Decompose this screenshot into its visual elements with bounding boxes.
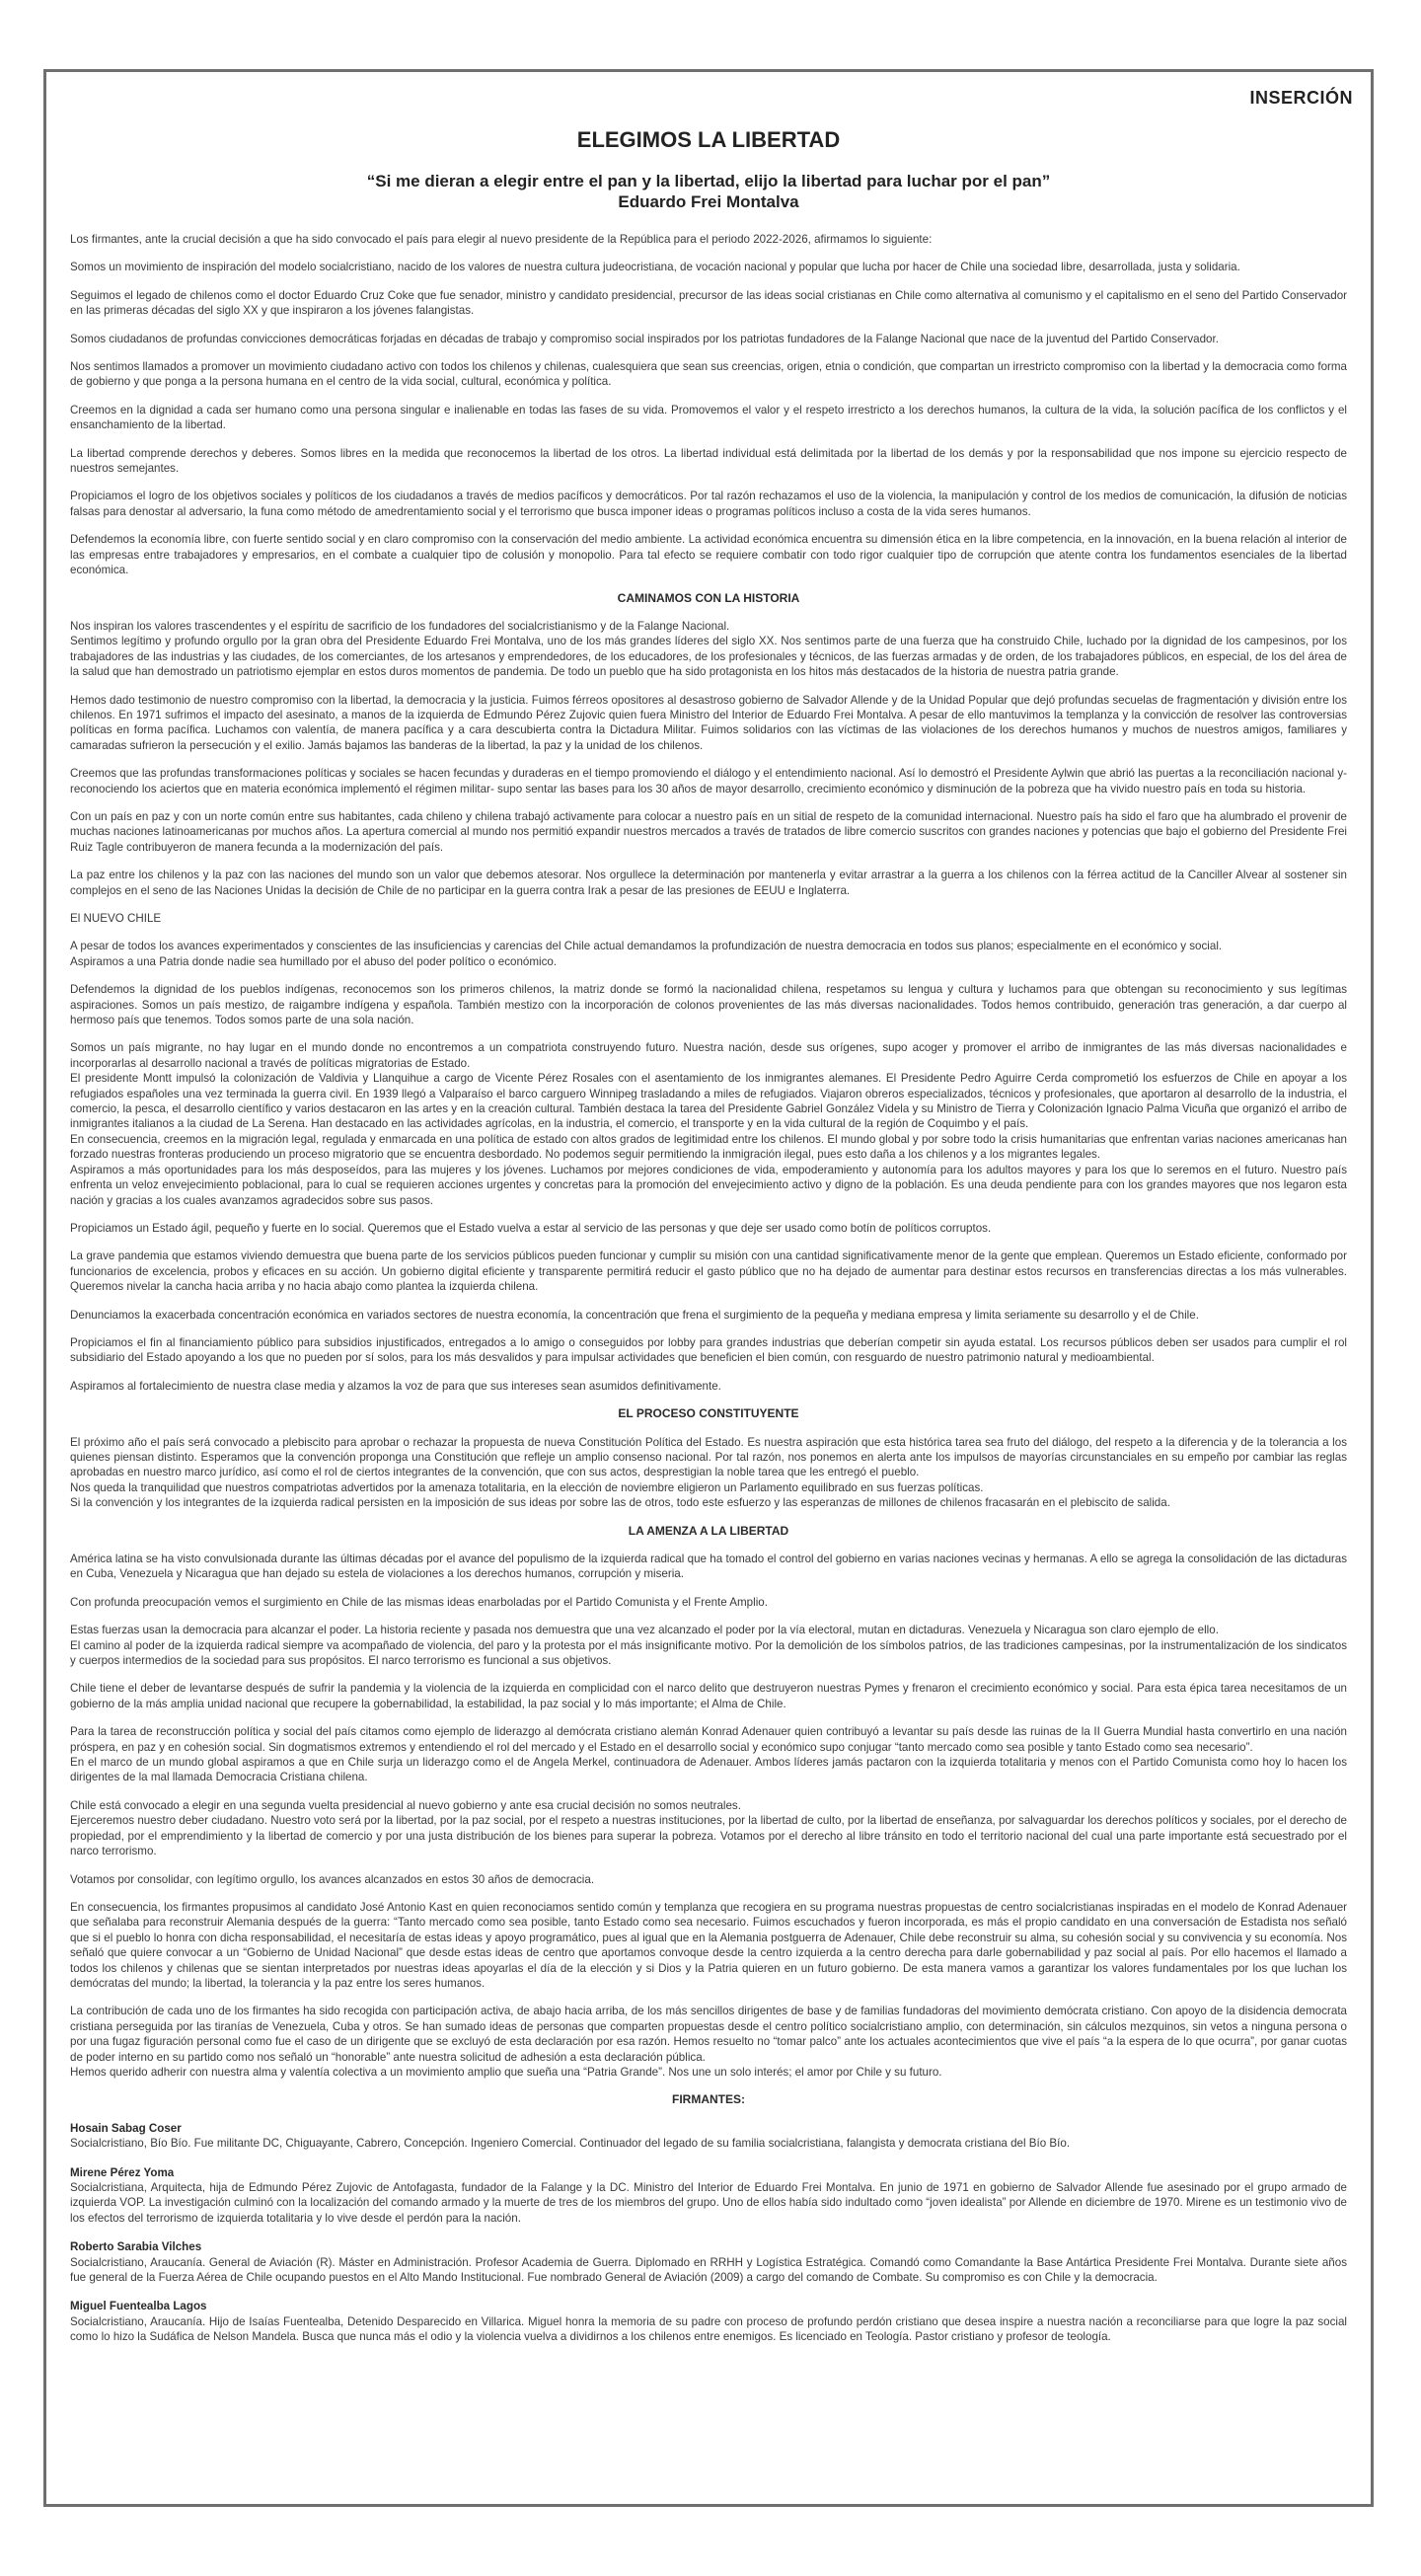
epigraph-quote: “Si me dieran a elegir entre el pan y la libertad, elijo la libertad para luchar por el pan” <box>366 172 1051 190</box>
paragraph: Nos inspiran los valores trascendentes y el espíritu de sacrificio de los fundadores del socialcristianismo y de la Falange Nacional. <box>70 619 730 633</box>
paragraph: Aspiramos a una Patria donde nadie sea humillado por el abuso del poder político o económico. <box>70 954 558 968</box>
paragraph: Propiciamos un Estado ágil, pequeño y fuerte en lo social. Queremos que el Estado vuelva a estar al servicio de las personas y que deje ser usado como botín de políticos corruptos. <box>70 1221 992 1235</box>
paragraph: Votamos por consolidar, con legítimo orgullo, los avances alcanzados en estos 30 años de democracia. <box>70 1872 595 1886</box>
paragraph: Denunciamos la exacerbada concentración económica en variados sectores de nuestra economía, la concentración que frena el surgimiento de la pequeña y mediana empresa y limita seriamente su desarrollo y el de Chile. <box>70 1308 1199 1322</box>
paragraph: Con profunda preocupación vemos el surgimiento en Chile de las mismas ideas enarboladas por el Partido Comunista y el Frente Amplio. <box>70 1595 768 1609</box>
signer-bio: Socialcristiano, Bío Bío. Fue militante DC, Chiguayante, Cabrero, Concepción. Ingeniero Comercial. Continuador del legado de su familia socialcristiana, falangista y democrata cristiana del Bío Bío. <box>70 2137 1071 2151</box>
paragraph: La libertad comprende derechos y deberes. Somos libres en la medida que reconocemos la libertad de los otros. La libertad individual está delimitada por la libertad de los demás y por la responsabilidad que nos impone su ejercicio respecto de nuestros semejantes. <box>70 446 1347 476</box>
section-heading-amenaza: LA AMENZA A LA LIBERTAD <box>628 1523 789 1538</box>
paragraph: Estas fuerzas usan la democracia para alcanzar el poder. La historia reciente y pasada nos demuestra que una vez alcanzado el poder por la vía electoral, mutan en dictaduras. Venezuela y Nicaragua son claro ejemplo de ello. <box>70 1624 1219 1637</box>
page-title: ELEGIMOS LA LIBERTAD <box>576 127 841 152</box>
paragraph: Hemos querido adherir con nuestra alma y valentía colectiva a un movimiento amplio que sueña una “Patria Grande”. Nos une un solo interés; el amor por Chile y su futuro. <box>70 2065 942 2079</box>
signer-bio: Socialcristiana, Arquitecta, hija de Edmundo Pérez Zujovic de Antofagasta, fundador de la Falange y la DC. Ministro del Interior de Eduardo Frei Montalva. En junio de 1971 en gobierno de Salvador Allende fue asesinado por el grupo armado de izquierda VOP. La investigación culminó con la localización del comando armado y la muerte de tres de los miembros del grupo. Uno de ellos había sido indultado como “joven idealista” por Allende en diciembre de 1970. Mirene es un testimonio vivo de los efectos del terrorismo de izquierda totalitaria y lo vive desde el perdón para la nación. <box>70 2181 1347 2225</box>
section-heading-constituyente: EL PROCESO CONSTITUYENTE <box>618 1406 799 1421</box>
paragraph: El presidente Montt impulsó la colonización de Valdivia y Llanquihue a cargo de Vicente Pérez Rosales con el asentamiento de los inmigrantes alemanes. El Presidente Pedro Aguirre Cerda comprometió los esfuerzos de Chile en apoyar a los refugiados españoles una vez terminada la guerra civil. En 1939 llegó a Valparaíso el barco carguero Winnipeg trasladando a miles de refugiados. Viajaron obreros especializados, técnicos y profesionales, que aportaron al desarrollo de la industria, el comercio, la pesca, el desarrollo científico y varios destacaron en las artes y en la creación cultural. También destaca la tarea del Presidente Gabriel González Videla y su Ministro de Tierra y Colonización Ignacio Palma Vicuña que organizó el arribo de inmigrantes italianos a la ciudad de La Serena. Han destacado en las actividades agrícolas, en la industria, el comercio, el transporte y en la vida cultural de la región de Coquimbo y el país. <box>70 1072 1347 1131</box>
signer-name: Hosain Sabag Coser <box>70 2121 182 2135</box>
paragraph: Propiciamos el logro de los objetivos sociales y políticos de los ciudadanos a través de medios pacíficos y democráticos. Por tal razón rechazamos el uso de la violencia, la manipulación y control de los medios de comunicación, la difusión de noticias falsas para denostar al adversario, la funa como método de amedrentamiento social y el terrorismo que busca imponer ideas o programas políticos incluso a costa de la vida seres humanos. <box>70 490 1347 518</box>
signer-name: Miguel Fuentealba Lagos <box>70 2300 207 2313</box>
paragraph: Ejerceremos nuestro deber ciudadano. Nuestro voto será por la libertad, por la paz social, por el respeto a nuestras instituciones, por la libertad de culto, por la libertad de enseñanza, por salvaguardar los derechos políticos y sociales, por el derecho de propiedad, por el emprendimiento y la libertad de comercio y por una justa distribución de los bienes para superar la pobreza. Votamos por el derecho al libre tránsito en todo el territorio nacional del cual una parte importante está secuestrado por el narco terrorismo. <box>70 1814 1347 1858</box>
section-heading-firmantes: FIRMANTES: <box>672 2092 745 2107</box>
paragraph: Defendemos la economía libre, con fuerte sentido social y en claro compromiso con la conservación del medio ambiente. La actividad económica encuentra su dimensión ética en la libre competencia, en la innovación, en la buena relación al interior de las empresas entre trabajadores y empresarios, en el combate a cualquier tipo de colusión y monopolio. Para tal efecto se requiere combatir con todo rigor cualquier tipo de corrupción que atente contra los fundamentos esenciales de la libertad económica. <box>70 533 1347 577</box>
paragraph: Si la convención y los integrantes de la izquierda radical persisten en la imposición de sus ideas por sobre las de otros, todo este esfuerzo y las esperanzas de millones de chilenos fracasarán en el plebiscito de salida. <box>70 1496 1170 1510</box>
signer-name: Roberto Sarabia Vilches <box>70 2240 202 2254</box>
paragraph: Creemos que las profundas transformaciones políticas y sociales se hacen fecundas y duraderas en el tiempo promoviendo el diálogo y el entendimiento nacional. Así lo demostró el Presidente Aylwin que abrió las puertas a la reconciliación nacional y- reconociendo los aciertos que en materia económica implementó el régimen militar- supo sentar las bases para los 30 años de mayor desarrollo, crecimiento económico y disminución de la pobreza que ha vivido nuestro país en toda su historia. <box>70 767 1347 796</box>
paragraph: En consecuencia, creemos en la migración legal, regulada y enmarcada en una política de estado con altos grados de legitimidad entre los chilenos. El mundo global y por sobre todo la crisis humanitarias que enfrentan varias naciones americanas han forzado nuestras fronteras produciendo un proceso migratorio que se encuentra desbordado. No podemos seguir permitiendo la inmigración ilegal, pues esto daña a los chilenos y a los migrantes legales. <box>70 1132 1347 1162</box>
paragraph: Somos un país migrante, no hay lugar en el mundo donde no encontremos a un compatriota construyendo futuro. Nuestra nación, desde sus orígenes, supo acoger y promover el arribo de inmigrantes de las más diversas nacionalidades e incorporarlas al desarrollo nacional a través de políticas migratorias de Estado. <box>70 1041 1347 1070</box>
paragraph: Para la tarea de reconstrucción política y social del país citamos como ejemplo de liderazgo al demócrata cristiano alemán Konrad Adenauer quien contribuyó a levantar su país desde las ruinas de la II Guerra Mundial hasta convertirlo en una nación próspera, en paz y en cohesión social. Sin dogmatismos extremos y entendiendo el rol del mercado y el Estado en el desarrollo social y económico supo conjugar “tanto mercado como sea posible y tanto Estado como sea necesario”. <box>70 1725 1347 1754</box>
signer-bio: Socialcristiano, Araucanía. General de Aviación (R). Máster en Administración. Profesor Academia de Guerra. Diplomado en RRHH y Logística Estratégica. Comandó como Comandante la Base Antártica Presidente Frei Montalva. Durante siete años fue general de la Fuerza Aérea de Chile ocupando puestos en el Alto Mando Institucional. Fue nombrado General de Aviación (2009) a cargo del comando de Combate. Su compromiso es con Chile y la democracia. <box>70 2255 1347 2285</box>
paragraph: Sentimos legítimo y profundo orgullo por la gran obra del Presidente Eduardo Frei Montalva, uno de los más grandes líderes del siglo XX. Nos sentimos parte de una fuerza que ha construido Chile, luchado por la dignidad de los campesinos, por los trabajadores de las industrias y las ciudades, de los comerciantes, de los artesanos y emprendedores, de los educadores, de los profesionales y técnicos, de las fuerzas armadas y de orden, de los trabajadores públicos, en especial, de los del área de la salud que han demostrado un patriotismo ejemplar en estos duros momentos de pandemia. De todo un pueblo que ha sido protagonista en los hitos más destacados de la historia de nuestra patria grande. <box>70 635 1347 679</box>
signer-entry <box>70 2165 1347 2227</box>
paragraph: Chile está convocado a elegir en una segunda vuelta presidencial al nuevo gobierno y ante esa crucial decisión no somos neutrales. <box>70 1798 741 1812</box>
paragraph: Defendemos la dignidad de los pueblos indígenas, reconocemos son los primeros chilenos, la matriz donde se formó la nacionalidad chilena, respetamos su lengua y cultura y luchamos para que obtengan su reconocimiento y sus legítimas aspiraciones. Somos un país mestizo, de raigambre indígena y española. También mestizo con la incorporación de colonos provenientes de las más diversas nacionalidades. Todos hemos contribuido, generación tras generación, a dar cuerpo al hermoso país que tenemos. Todos somos parte de una sola nación. <box>70 983 1347 1027</box>
signer-name: Mirene Pérez Yoma <box>70 2165 175 2179</box>
paragraph: Seguimos el legado de chilenos como el doctor Eduardo Cruz Coke que fue senador, ministro y candidato presidencial, precursor de las ideas social cristianas en Chile como alternativa al comunismo y el capitalismo en el seno del Partido Conservador en las primeras décadas del siglo XX y que inspiraron a los jóvenes falangistas. <box>70 288 1347 318</box>
paragraph: En el marco de un mundo global aspiramos a que en Chile surja un liderazgo como el de Angela Merkel, continuadora de Adenauer. Ambos líderes jamás pactaron con la izquierda totalitaria y menos con el Partido Comunista como hoy lo hacen los dirigentes de la mal llamada Democracia Cristiana chilena. <box>70 1756 1347 1784</box>
signer-entry <box>70 2121 1347 2152</box>
paragraph: Con un país en paz y con un norte común entre sus habitantes, cada chileno y chilena trabajó activamente para colocar a nuestro país en un sitial de respeto de la comunidad internacional. Nuestro país ha sido el faro que ha alumbrado el provenir de muchas naciones latinoamericanas por muchos años. La apertura comercial al mundo nos permitió expandir nuestros mercados a través de tratados de libre comercio suscritos con grandes naciones y potencias que bajo el gobierno del Presidente Frei Ruiz Tagle contribuyeron de manera fecunda a la modernización del país. <box>70 809 1347 854</box>
paragraph: En consecuencia, los firmantes propusimos al candidato José Antonio Kast en quien reconociamos sentido común y templanza que recogiera en su programa nuestras propuestas de centro socialcristianas inspiradas en el modelo de Konrad Adenauer que señalaba para reconstruir Alemania después de la guerra: “Tanto mercado como sea posible, tanto Estado como sea necesario. Fuimos escuchados y fueron incorporada, es más el propio candidato en una conversación de Estadista nos señaló que si el pueblo lo honra con dicha responsabilidad, el necesitaría de estas ideas y apoyo programático, pues al igual que en la Alemania postguerra de Adenauer, Chile debe reconstruir su alma, su cohesión social y su convivencia y su economía. Nos señaló que quiere convocar a un “Gobierno de Unidad Nacional” que desde estas ideas de centro que aportamos convoque desde la centro izquierda a la centro derecha para darle gobernabilidad y paz social al país. Por ello hacemos el llamado a todos los chilenos y chilenas que se sientan interpretados por nuestras ideas apoyarlas el día de la elección y si Dios y la Patria quieren en un futuro gobierno. De esta manera vamos a garantizar los valores fundamentales por los que luchan los demócratas del mundo; la libertad, la tolerancia y la paz entre los seres humanos. <box>70 1900 1347 1990</box>
paragraph: Hemos dado testimonio de nuestro compromiso con la libertad, la democracia y la justicia. Fuimos férreos opositores al desastroso gobierno de Salvador Allende y de la Unidad Popular que dejó profundas secuelas de fragmentación y división entre los chilenos. En 1971 sufrimos el impacto del asesinato, a manos de la izquierda de Edmundo Pérez Zujovic quien fuera Ministro del Interior de Eduardo Frei Montalva. A pesar de ello mantuvimos la templanza y la convicción de resolver las controversias políticas en forma pacífica. Luchamos con valentía, de manera pacífica y a cara descubierta contra la Dictadura Militar. Fuimos solidarios con las víctimas de las violaciones de los derechos humanos y muchos de nuestros amigos, familiares y camaradas sufrieron la persecución y el exilio. Jamás bajamos las banderas de la libertad, la paz y la unidad de los chilenos. <box>70 693 1347 752</box>
insertion-tag: INSERCIÓN <box>1249 88 1353 108</box>
paragraph: América latina se ha visto convulsionada durante las últimas décadas por el avance del populismo de la izquierda radical que ha tomado el control del gobierno en varias naciones vecinas y hermanas. A ello se agrega la consolidación de las dictaduras en Cuba, Venezuela y Nicaragua que han dejado su estela de violaciones a los derechos humanos, corrupción y miseria. <box>70 1553 1347 1581</box>
paragraph: Somos ciudadanos de profundas convicciones democráticas forjadas en décadas de trabajo y compromiso social inspirados por los patriotas fundadores de la Falange Nacional que nace de la juventud del Partido Conservador. <box>70 332 1219 345</box>
section-heading-historia: CAMINAMOS CON LA HISTORIA <box>617 590 800 605</box>
paragraph: Creemos en la dignidad a cada ser humano como una persona singular e inalienable en todas las fases de su vida. Promovemos el valor y el respeto irrestricto a los derechos humanos, la cultura de la vida, la solución pacífica de los conflictos y el ensanchamiento de la libertad. <box>70 403 1347 432</box>
paragraph: La paz entre los chilenos y la paz con las naciones del mundo son un valor que debemos atesorar. Nos orgullece la determinación por mantenerla y evitar arrastrar a la guerra a los chilenos con la férrea actitud de la Canciller Alvear al sostener sin complejos en el seno de las Naciones Unidas la decisión de Chile de no participar en la guerra contra Irak a pesar de las presiones de EEUU e Inglaterra. <box>70 869 1347 897</box>
paragraph: Propiciamos el fin al financiamiento público para subsidios injustificados, entregados a lo amigo o conseguidos por lobby para grandes industrias que deberían competir sin ayuda estatal. Los recursos públicos deben ser usados para cumplir el rol subsidiario del Estado apoyando a los que no pueden por sí solos, para los más desvalidos y para impulsar actividades que beneficien el bien común, con resguardo de nuestro patrimonio natural y medioambiental. <box>70 1335 1347 1365</box>
signer-entry <box>70 2299 1347 2344</box>
paragraph: Somos un movimiento de inspiración del modelo socialcristiano, nacido de los valores de nuestra cultura judeocristiana, de vocación nacional y popular que lucha por hacer de Chile una sociedad libre, desarrollada, justa y solidaria. <box>70 261 1240 274</box>
signer-bio: Socialcristiano, Araucanía. Hijo de Isaías Fuentealba, Detenido Desparecido en Villarica. Miguel honra la memoria de su padre con proceso de profundo perdón cristiano que desea inspire a nuestra nación a reconciliarse para que logre la paz social como lo hizo la Sudáfica de Nelson Mandela. Busca que nunca más el odio y la violencia vuelva a dividirnos a los chilenos entre enemigos. Es licenciado en Teología. Pastor cristiano y profesor de teología. <box>70 2314 1347 2344</box>
paragraph: La grave pandemia que estamos viviendo demuestra que buena parte de los servicios públicos pueden funcionar y cumplir su misión con una cantidad significativamente menor de la gente que emplean. Queremos un Estado eficiente, conformado por funcionarios de excelencia, probos y eficaces en su acción. Un gobierno digital eficiente y transparente permitirá reducir el gasto público que no ha dejado de aumentar para destinar estos recursos en transferencias directas a los más vulnerables. Queremos nivelar la cancha hacia arriba y no hacia abajo como plantea la izquierda chilena. <box>70 1250 1347 1294</box>
paragraph: El próximo año el país será convocado a plebiscito para aprobar o rechazar la propuesta de nueva Constitución Política del Estado. Es nuestra aspiración que esta histórica tarea sea fruto del diálogo, del respeto a la diferencia y de la tolerancia a los quienes piensan distinto. Esperamos que la convención proponga una Constitución que refleje un amplio consenso nacional. Por tal razón, nos ponemos en alerta ante los impulsos de mayorías circunstanciales en su empeño por cambiar las reglas aprobadas en nuestro marco jurídico, así como el rol de ciertos integrantes de la convención, que con sus actos, desprestigian la noble tarea que les entregó el pueblo. <box>70 1435 1347 1479</box>
section-heading-nuevo-chile: El NUEVO CHILE <box>70 912 162 925</box>
paragraph: La contribución de cada uno de los firmantes ha sido recogida con participación activa, de abajo hacia arriba, de los más sencillos dirigentes de base y de familias fundadoras del movimiento demócrata cristiano. Con apoyo de la disidencia democrata cristiana perseguida por las tiranías de Venezuela, Cuba y otros. Se han sumado ideas de personas que comparten propuestas desde el centro político socialcristiano amplio, con determinación, sin cálculos mezquinos, sin vetos a ninguna persona o por una fugaz figuración personal como fue el caso de un dirigente que se excluyó de esta declaración por esa razón. Hemos resuelto no “tomar palco” ante los actuales acontecimientos que vive el país “a la espera de lo que ocurra”, por ganar cuotas de poder interno en su partido como nos señaló un “honorable” ante nuestra solicitud de adhesión a esta declaración pública. <box>70 2005 1347 2064</box>
paragraph: Aspiramos al fortalecimiento de nuestra clase media y alzamos la voz de para que sus intereses sean asumidos definitivamente. <box>70 1379 721 1393</box>
article-body <box>70 232 1347 2359</box>
paragraph: A pesar de todos los avances experimentados y conscientes de las insuficiencias y carencias del Chile actual demandamos la profundización de nuestra democracia en todos sus planos; especialmente en el económico y social. <box>70 940 1223 953</box>
paragraph: Nos sentimos llamados a promover un movimiento ciudadano activo con todos los chilenos y chilenas, cualesquiera que sean sus creencias, origen, etnia o condición, que compartan un irrestricto compromiso con la libertad y la democracia como forma de gobierno y que ponga a la persona humana en el centro de la vida social, cultural, económica y política. <box>70 360 1347 389</box>
paragraph: Chile tiene el deber de levantarse después de sufrir la pandemia y la violencia de la izquierda en complicidad con el narco delito que destruyeron nuestras Pymes y frenaron el crecimiento económico y social. Para esta épica tarea necesitamos de un gobierno de la más amplia unidad nacional que recupere la gobernabilidad, la estabilidad, la paz social y lo más importante; el Alma de Chile. <box>70 1682 1347 1710</box>
paragraph: Nos queda la tranquilidad que nuestros compatriotas advertidos por la amenaza totalitaria, en la elección de noviembre eligieron un Parlamento equilibrado en sus fuerzas políticas. <box>70 1480 984 1494</box>
epigraph <box>60 171 1357 212</box>
paragraph: Los firmantes, ante la crucial decisión a que ha sido convocado el país para elegir al nuevo presidente de la República para el periodo 2022-2026, afirmamos lo siguiente: <box>70 233 933 246</box>
signer-entry <box>70 2239 1347 2285</box>
paragraph: Aspiramos a más oportunidades para los más desposeídos, para las mujeres y los jóvenes. Luchamos por mejores condiciones de vida, empoderamiento y autonomía para los adultos mayores y para los que lo seremos en el futuro. Nuestro país enfrenta un veloz envejecimiento poblacional, para lo cual se requieren acciones urgentes y concretas para la promoción del envejecimiento activo y digno de la población. Es una deuda pendiente para con los grandes mayores que nos legaron esta nación y gracias a los cuales avanzamos agradecidos sobre sus pasos. <box>70 1163 1347 1207</box>
insertion-frame <box>43 69 1374 2507</box>
insertion-content <box>60 84 1357 2492</box>
paragraph: El camino al poder de la izquierda radical siempre va acompañado de violencia, del paro y la protesta por el más insignificante motivo. Por la demolición de los símbolos patrios, de las tradiciones campesinas, por la instrumentalización de los sindicatos y cuerpos intermedios de la sociedad para sus propósitos. El narco terrorismo es funcional a sus objetivos. <box>70 1638 1347 1668</box>
epigraph-author: Eduardo Frei Montalva <box>618 192 799 211</box>
